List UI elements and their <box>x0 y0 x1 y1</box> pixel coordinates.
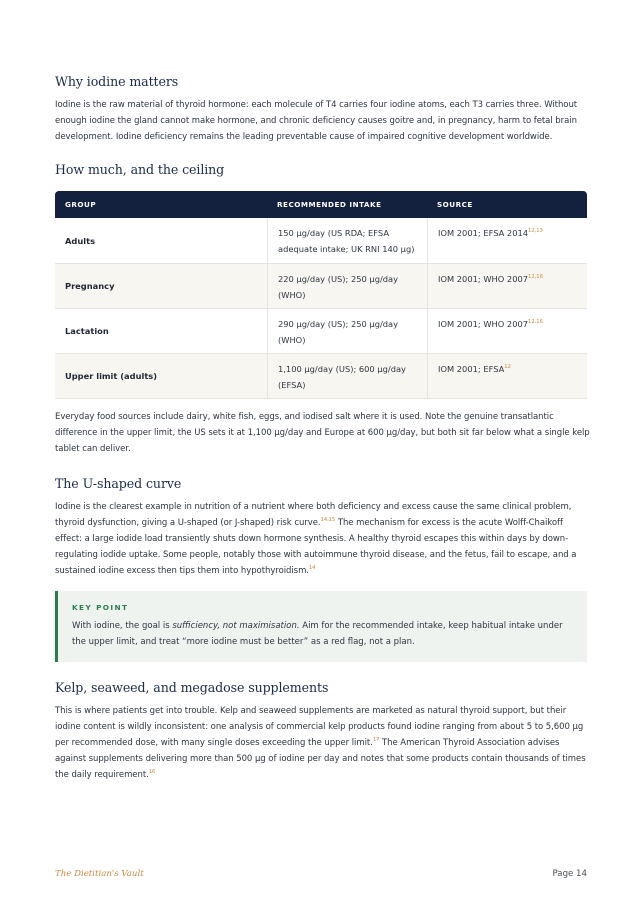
why-paragraph: Iodine is the raw material of thyroid hormone: each molecule of T4 carries four iodine atoms, each T3 carries three. Without enough iodine the gland cannot make hormone, and chronic deficiency causes goitre and, in pregnancy, harm to fetal brain development. Iodine deficiency remains the leading preventable cause of impaired cognitive development worldwide. <box>55 100 578 142</box>
cell-group: Lactation <box>65 326 109 336</box>
section-title-how: How much, and the ceiling <box>55 162 225 177</box>
citation-ref: 16 <box>148 769 156 775</box>
header-source: SOURCE <box>437 200 473 209</box>
key-point-emphasis: sufficiency, not maximisation. <box>172 621 300 631</box>
intake-table <box>55 191 587 399</box>
cell-intake: 150 µg/day (US RDA; EFSA adequate intake; UK RNI 140 µg) <box>267 218 427 263</box>
citation-ref: 12,16 <box>528 319 543 325</box>
cell-group: Pregnancy <box>65 281 115 291</box>
citation-ref: 12,13 <box>528 228 543 234</box>
citation-ref: 12,16 <box>528 274 543 280</box>
cell-group: Adults <box>65 235 96 246</box>
cell-source <box>427 264 587 308</box>
curve-text-1: Iodine is the clearest example in nutrition of a nutrient where both deficiency and excess cause the same clinical problem, thyroid dysfunction, giving a U-shaped (or J-shaped) risk curve. <box>55 502 572 528</box>
kelp-text-1: This is where patients get into trouble. Kelp and seaweed supplements are marketed as natural thyroid support, but their iodine content is wildly inconsistent: one analysis of commercial kelp products found iodine ranging from about 5 to 5,600 µg per recommended dose, with many single doses exceeding the upper limit. <box>55 706 584 748</box>
table-header <box>55 191 587 218</box>
citation-ref: 14,15 <box>320 517 336 523</box>
curve-paragraph <box>55 499 590 579</box>
header-intake: RECOMMENDED INTAKE <box>277 200 382 209</box>
how-after-table-paragraph: Everyday food sources include dairy, white fish, eggs, and iodised salt where it is used. Note the genuine transatlantic difference in the upper limit, the US sets it at 1,100 µg/day and Europe at 600 µg/day, but both sit far below what a single kelp tablet can deliver. <box>55 412 590 454</box>
source-text: IOM 2001; WHO 2007 <box>438 274 529 284</box>
cell-intake: 290 µg/day (US); 250 µg/day (WHO) <box>267 309 427 353</box>
citation-ref: 17 <box>372 737 380 743</box>
table-row <box>55 218 587 264</box>
cell-source <box>427 218 587 263</box>
cell-source <box>427 354 587 398</box>
cell-group: Upper limit (adults) <box>65 371 158 381</box>
citation-ref: 14 <box>308 565 316 571</box>
section-title-kelp: Kelp, seaweed, and megadose supplements <box>55 680 329 695</box>
key-point-text <box>72 618 577 650</box>
cell-intake: 220 µg/day (US); 250 µg/day (WHO) <box>267 264 427 308</box>
cell-source <box>427 309 587 353</box>
header-group: GROUP <box>65 200 97 209</box>
footer-brand: The Dietitian's Vault <box>55 869 144 879</box>
key-point-text-b: Aim for the recommended intake, keep habitual intake under the upper limit, and treat “more iodine must be better” as a red flag, not a plan. <box>72 621 563 647</box>
cell-intake: 1,100 µg/day (US); 600 µg/day (EFSA) <box>267 354 427 398</box>
citation-ref: 12 <box>504 364 511 370</box>
source-text: IOM 2001; EFSA 2014 <box>438 228 529 238</box>
section-title-why: Why iodine matters <box>55 74 179 89</box>
source-text: IOM 2001; WHO 2007 <box>438 319 529 329</box>
kelp-text-2: The American Thyroid Association advises against supplements delivering more than 500 µg of iodine per day and notes that some products contain thousands of times the daily requirement. <box>55 738 586 780</box>
table-row <box>55 354 587 399</box>
curve-text-2: The mechanism for excess is the acute Wolff-Chaikoff effect: a large iodide load transiently shuts down hormone synthesis. A healthy thyroid escapes this within days by down-regulating iodide uptake. Some people, notably those with autoimmune thyroid disease, and the fetus, fail to escape, and a sustained iodine excess then tips them into hypothyroidism. <box>55 518 577 576</box>
key-point-callout <box>55 591 587 662</box>
key-point-text-a: With iodine, the goal is <box>72 621 173 631</box>
kelp-paragraph <box>55 703 590 783</box>
table-row <box>55 264 587 309</box>
source-text: IOM 2001; EFSA <box>438 364 505 374</box>
page-number: Page 14 <box>552 869 587 879</box>
section-title-curve: The U-shaped curve <box>55 476 182 491</box>
table-row <box>55 309 587 354</box>
key-point-label: KEY POINT <box>72 603 129 612</box>
